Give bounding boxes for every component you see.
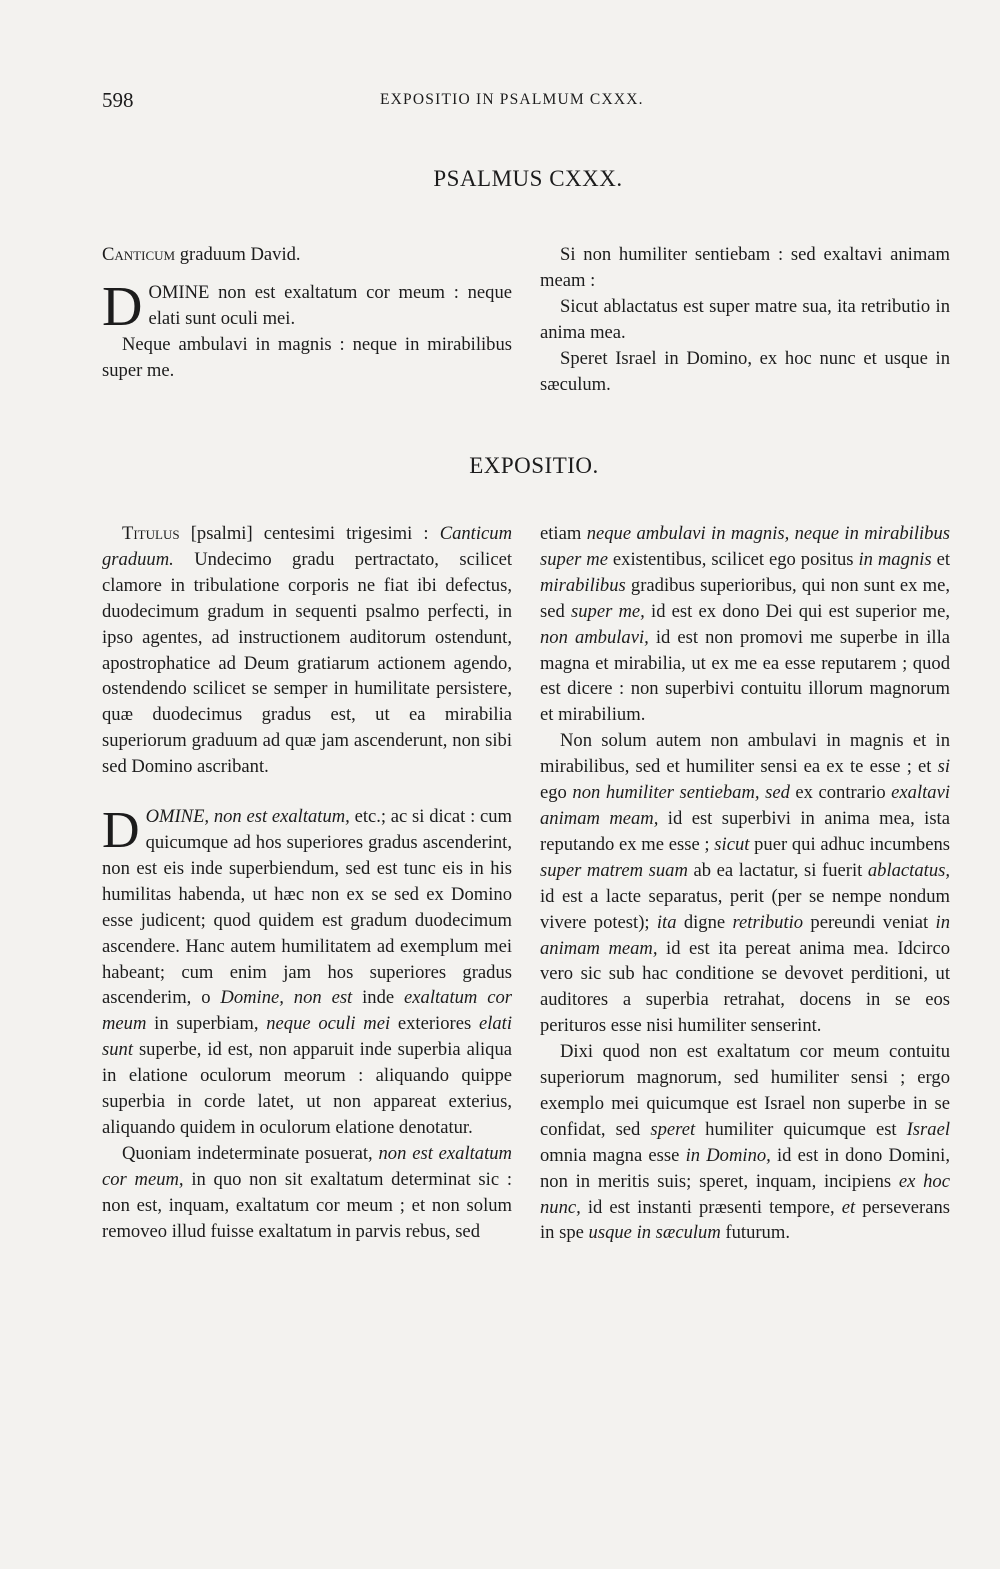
text-run: Quoniam indeterminate posuerat,	[122, 1142, 379, 1164]
text-run: neque oculi mei	[266, 1013, 391, 1035]
text-run: Non solum autem non ambulavi in magnis et in mirabilibus, sed et humiliter sensi ea ex te esse ; et	[540, 730, 950, 778]
text-run: super matrem suam	[540, 859, 688, 881]
psalm-heading: PSALMUS CXXX.	[433, 166, 623, 191]
text-run: id est ita pereat anima mea. Idcirco vero sic sub hac conditione se devovet perditioni, ut auditores a superbia retrahat, docens in se eos perituros esse nisi humiliter senserint.	[540, 937, 950, 1037]
text-run: non humiliter sentiebam, sed	[572, 782, 790, 804]
text-run: in superbiam,	[146, 1013, 267, 1035]
text-run: id est a lacte separatus, perit (per se nempe nondum vivere potest);	[540, 885, 950, 933]
running-title: EXPOSITIO IN PSALMUM CXXX.	[380, 91, 644, 108]
text-run: id est instanti præsenti tempore,	[580, 1196, 842, 1218]
text-run: futurum.	[720, 1222, 790, 1244]
text-run: Canticum graduum.	[102, 523, 512, 570]
expositio-heading: EXPOSITIO.	[469, 453, 599, 478]
text-run: non est exaltatum cor meum,	[102, 1142, 512, 1190]
psalm-text-left	[102, 242, 512, 384]
text-run: usque in sæculum	[588, 1222, 721, 1244]
text-run: Undecimo gradu pertractato, scilicet clamore in tribulatione corporis ne fiat ibi defectus, duodecimum gradum in sequenti psalmo perfecti, in ipso agentes, ad instructionem auditorum ostendunt, apostrophatice ad Deum gratiarum actionem agendo, ostendendo scilicet se semper in humilitate persistere, quæ duodecimus gradus est, ut ea mirabilia superiorum graduum ad quæ jam ascenderunt, non sibi sed Domino ascribant.	[102, 548, 512, 778]
text-run: existentibus, scilicet ego positus	[607, 548, 859, 570]
text-run: ego	[540, 782, 573, 804]
psalm-verse-4: Speret Israel in Domino, ex hoc nunc et usque in sæculum.	[540, 347, 950, 395]
running-head	[102, 88, 950, 114]
text-run: puer qui adhuc incumbens	[749, 833, 950, 855]
commentary-right-column	[540, 521, 950, 1246]
text-run: exaltavi animam meam,	[540, 782, 951, 829]
text-run: etc.; ac si dicat : cum quicumque ad hos superiores gradus ascenderint, non est eis inde superbiendum, sed est tunc eis in his humilitas habenda, ut hæc non ex se sed ex Domino esse judicent; quod quidem est gradum duodecimum ascendere. Hanc autem humilitatem ad exemplum mei habeant; cum enim jam hos superiores gradus ascenderim, o	[102, 806, 512, 1009]
text-run: in animam meam,	[540, 911, 950, 959]
text-run: et	[931, 548, 950, 570]
text-run: superbe, id est, non apparuit inde superbia aliqua in elatione oculorum meorum : aliquando quippe superbia in corde latet, ut non appareat exterius, aliquando quidem in oculorum elatione denotatur.	[102, 1039, 512, 1138]
text-run: pereundi veniat	[803, 911, 936, 933]
psalm-verse-3: Sicut ablactatus est super matre sua, ita retributio in anima mea.	[540, 295, 950, 343]
text-run: inde	[352, 987, 405, 1009]
text-run: ab ea lactatur, si fuerit	[687, 859, 868, 881]
text-run: mirabilibus	[540, 574, 626, 596]
text-run: etiam	[540, 523, 587, 544]
text-run: in magnis	[858, 548, 932, 570]
commentary-paragraph	[540, 728, 950, 1039]
text-run: id est non promovi me superbe in illa magna et mirabilia, ut ex me ea esse reputarem ; quod est dicere : non superbivi contuitu illorum magnorum et mirabilium.	[540, 626, 950, 726]
psalm-verse-1: DOMINE non est exaltatum cor meum : neque elati sunt oculi mei.	[102, 275, 512, 338]
page-number: 598	[102, 88, 134, 112]
text-run: OMINE, non est exaltatum,	[145, 806, 350, 828]
text-run: ablactatus,	[867, 859, 950, 881]
commentary-paragraph	[540, 521, 950, 728]
text-run: non ambulavi,	[540, 626, 649, 648]
text-run: id est in dono Domini, non in meritis suis; speret, inquam, incipiens	[540, 1144, 950, 1192]
text-run: exteriores	[390, 1013, 479, 1035]
text-run: humiliter quicumque est	[695, 1118, 907, 1140]
commentary-paragraph	[102, 521, 512, 780]
text-run: Domine, non est	[220, 987, 353, 1009]
text-run: super me,	[570, 600, 645, 622]
drop-cap: D	[102, 802, 140, 860]
text-run: ex hoc nunc,	[540, 1170, 950, 1218]
text-run: speret	[650, 1118, 696, 1140]
text-run: ex contrario	[789, 782, 892, 804]
psalm-text-right	[540, 242, 950, 397]
text-run: retributio	[732, 911, 804, 933]
text-run: Titulus	[122, 523, 180, 544]
commentary-paragraph	[102, 1141, 512, 1245]
text-run: et	[841, 1196, 856, 1218]
commentary-left-column	[102, 521, 512, 1244]
text-run: sicut	[714, 833, 750, 855]
text-run: digne	[676, 911, 733, 933]
text-run: id est superbivi in anima mea, ista reputando ex me esse ;	[540, 807, 950, 855]
psalm-title: Canticum graduum David.	[102, 244, 301, 265]
text-run: in Domino,	[685, 1144, 771, 1166]
commentary-paragraph	[540, 1039, 950, 1246]
text-run: id est ex dono Dei qui est superior me,	[644, 600, 950, 622]
commentary-paragraph	[102, 804, 512, 1141]
text-run: neque ambulavi in magnis, neque in mirabilibus super me	[540, 523, 950, 570]
text-run: si	[937, 756, 950, 778]
text-run: gradibus superioribus, qui non sunt ex me, sed	[540, 574, 950, 622]
text-run: exaltatum cor meum	[102, 987, 513, 1035]
text-run: in quo non sit exaltatum determinat sic : non est, inquam, exaltatum cor meum ; et non solum removeo illud fuisse exaltatum in parvis rebus, sed	[102, 1168, 512, 1242]
text-run: [psalmi] centesimi trigesimi :	[179, 523, 440, 544]
drop-cap: D	[102, 275, 143, 338]
text-run: omnia magna esse	[540, 1144, 686, 1166]
psalm-verse-2: Si non humiliter sentiebam : sed exaltavi animam meam :	[540, 244, 950, 291]
text-run: elati sunt	[102, 1013, 513, 1061]
text-run: Dixi quod non est exaltatum cor meum contuitu superiorum magnorum, sed humiliter sensi ; ergo exemplo mei quicumque est Israel non superbe in se confidat, sed	[540, 1041, 950, 1140]
text-run: Israel	[906, 1118, 950, 1140]
psalm-verse-1b: Neque ambulavi in magnis : neque in mirabilibus super me.	[102, 333, 512, 381]
text-run: perseverans in spe	[540, 1196, 950, 1244]
text-run: ita	[656, 911, 677, 933]
